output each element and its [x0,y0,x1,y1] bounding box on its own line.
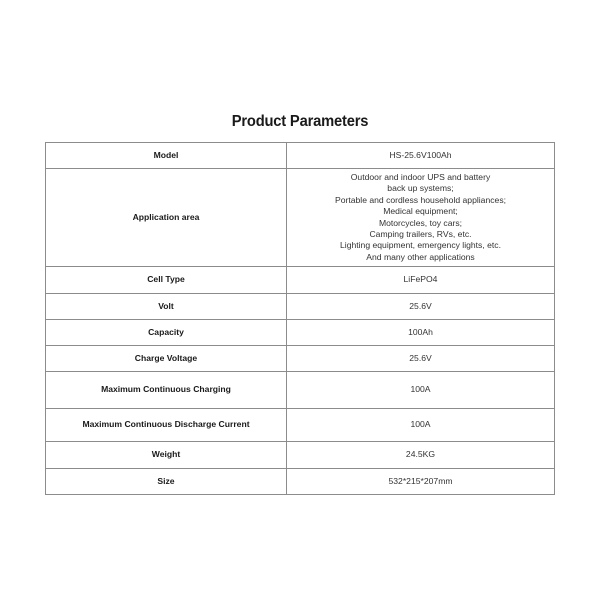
weight-value: 24.5KG [287,442,555,469]
table-row-max-continuous-charging [46,372,555,409]
max-continuous-discharge-value: 100A [287,409,555,442]
table-row-cell-type [46,267,555,294]
table-row-size [46,469,555,495]
charge-voltage-value: 25.6V [287,346,555,372]
application-line: Motorcycles, toy cars; [378,217,463,228]
application-line: Medical equipment; [383,206,458,217]
weight-label: Weight [46,442,287,469]
volt-label: Volt [46,294,287,320]
table-row-volt [46,294,555,320]
size-label: Size [46,469,287,495]
table-row-charge-voltage [46,346,555,372]
charge-voltage-label: Charge Voltage [46,346,287,372]
page-title: Product Parameters [231,113,369,130]
application-line: Outdoor and indoor UPS and battery [350,171,491,182]
capacity-value: 100Ah [287,320,555,346]
application-area-value [287,169,555,267]
application-line: Portable and cordless household appliances; [334,194,507,205]
max-continuous-charging-label: Maximum Continuous Charging [46,372,287,409]
model-value: HS-25.6V100Ah [287,143,555,169]
cell-type-value: LiFePO4 [287,267,555,294]
volt-value: 25.6V [287,294,555,320]
model-label: Model [46,143,287,169]
cell-type-label: Cell Type [46,267,287,294]
application-line: back up systems; [387,183,454,194]
max-continuous-charging-value: 100A [287,372,555,409]
table-row-application-area [46,169,555,267]
table-row-capacity [46,320,555,346]
size-value: 532*215*207mm [287,469,555,495]
capacity-label: Capacity [46,320,287,346]
application-area-label: Application area [46,169,287,267]
max-continuous-discharge-label: Maximum Continuous Discharge Current [46,409,287,442]
application-line: Lighting equipment, emergency lights, etc. [340,240,501,251]
table-row-model [46,143,555,169]
application-line: Camping trailers, RVs, etc. [369,228,472,239]
application-line: And many other applications [366,251,475,262]
table-row-weight [46,442,555,469]
parameters-table [45,142,555,495]
table-row-max-continuous-discharge [46,409,555,442]
